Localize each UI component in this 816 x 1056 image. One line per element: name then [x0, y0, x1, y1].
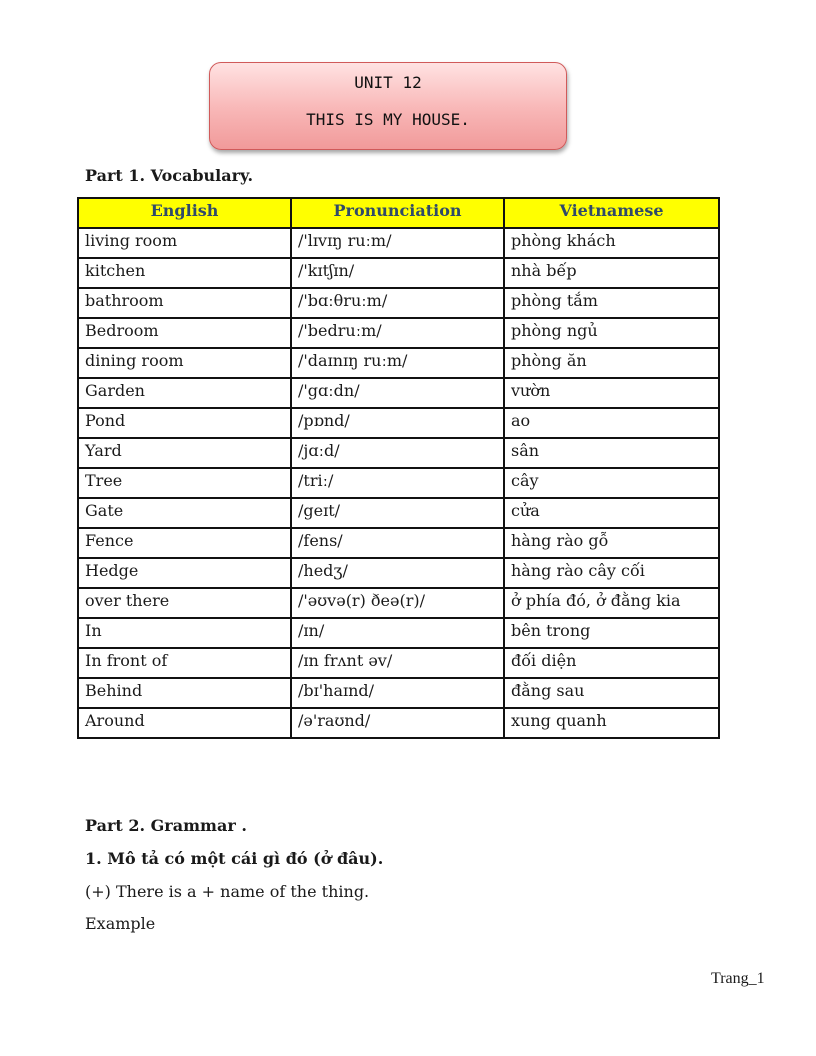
- part2-heading: Part 2. Grammar .: [85, 816, 247, 835]
- vietnamese-cell: cây: [504, 468, 719, 498]
- table-row: [78, 288, 719, 318]
- vietnamese-cell: hàng rào gỗ: [504, 528, 719, 558]
- english-cell: kitchen: [78, 258, 291, 288]
- english-cell: Fence: [78, 528, 291, 558]
- vocabulary-table: [77, 197, 720, 739]
- vietnamese-cell: bên trong: [504, 618, 719, 648]
- vietnamese-cell: nhà bếp: [504, 258, 719, 288]
- grammar-rule: (+) There is a + name of the thing.: [85, 882, 370, 901]
- table-row: [78, 558, 719, 588]
- english-cell: living room: [78, 228, 291, 258]
- table-row: [78, 708, 719, 738]
- pronunciation-cell: /hedʒ/: [291, 558, 504, 588]
- pronunciation-cell: /bɪ'haɪnd/: [291, 678, 504, 708]
- vietnamese-cell: vườn: [504, 378, 719, 408]
- table-row: [78, 378, 719, 408]
- english-cell: bathroom: [78, 288, 291, 318]
- english-cell: In: [78, 618, 291, 648]
- english-cell: Around: [78, 708, 291, 738]
- english-cell: Hedge: [78, 558, 291, 588]
- table-row: [78, 498, 719, 528]
- vietnamese-cell: phòng ăn: [504, 348, 719, 378]
- table-body: [78, 228, 719, 738]
- vietnamese-cell: phòng tắm: [504, 288, 719, 318]
- vietnamese-cell: hàng rào cây cối: [504, 558, 719, 588]
- part1-heading: Part 1. Vocabulary.: [85, 166, 254, 185]
- example-label: Example: [85, 914, 156, 933]
- unit-number: UNIT 12: [354, 73, 422, 92]
- pronunciation-cell: /fens/: [291, 528, 504, 558]
- table-row: [78, 258, 719, 288]
- english-cell: Bedroom: [78, 318, 291, 348]
- english-cell: Garden: [78, 378, 291, 408]
- table-row: [78, 528, 719, 558]
- table-row: [78, 468, 719, 498]
- english-cell: Behind: [78, 678, 291, 708]
- pronunciation-cell: /ə'raʊnd/: [291, 708, 504, 738]
- vietnamese-cell: đối diện: [504, 648, 719, 678]
- english-cell: Pond: [78, 408, 291, 438]
- vietnamese-cell: sân: [504, 438, 719, 468]
- unit-title-box: [209, 62, 567, 150]
- vietnamese-cell: phòng khách: [504, 228, 719, 258]
- table-row: [78, 588, 719, 618]
- pronunciation-cell: /'kɪtʃɪn/: [291, 258, 504, 288]
- english-cell: over there: [78, 588, 291, 618]
- section1-heading: 1. Mô tả có một cái gì đó (ở đâu).: [85, 849, 384, 868]
- unit-title: THIS IS MY HOUSE.: [306, 110, 470, 129]
- pronunciation-cell: /'daɪnɪŋ ruːm/: [291, 348, 504, 378]
- pronunciation-cell: /'bɑːθruːm/: [291, 288, 504, 318]
- table-row: [78, 408, 719, 438]
- vietnamese-cell: đằng sau: [504, 678, 719, 708]
- english-cell: In front of: [78, 648, 291, 678]
- pronunciation-cell: /geɪt/: [291, 498, 504, 528]
- english-cell: Gate: [78, 498, 291, 528]
- table-row: [78, 648, 719, 678]
- table-header-row: [78, 198, 719, 228]
- pronunciation-cell: /'əʊvə(r) ðeə(r)/: [291, 588, 504, 618]
- pronunciation-cell: /ɪn/: [291, 618, 504, 648]
- table-row: [78, 348, 719, 378]
- english-cell: Yard: [78, 438, 291, 468]
- table-row: [78, 228, 719, 258]
- column-header-english: English: [78, 198, 291, 228]
- vietnamese-cell: cửa: [504, 498, 719, 528]
- column-header-pronunciation: Pronunciation: [291, 198, 504, 228]
- vietnamese-cell: ở phía đó, ở đằng kia: [504, 588, 719, 618]
- pronunciation-cell: /jɑːd/: [291, 438, 504, 468]
- table-row: [78, 318, 719, 348]
- vietnamese-cell: ao: [504, 408, 719, 438]
- page-number: Trang_1: [711, 970, 765, 987]
- pronunciation-cell: /pɒnd/: [291, 408, 504, 438]
- table-row: [78, 438, 719, 468]
- pronunciation-cell: /triː/: [291, 468, 504, 498]
- pronunciation-cell: /'gɑːdn/: [291, 378, 504, 408]
- vietnamese-cell: phòng ngủ: [504, 318, 719, 348]
- table-row: [78, 618, 719, 648]
- english-cell: Tree: [78, 468, 291, 498]
- vietnamese-cell: xung quanh: [504, 708, 719, 738]
- pronunciation-cell: /'lɪvɪŋ ruːm/: [291, 228, 504, 258]
- english-cell: dining room: [78, 348, 291, 378]
- column-header-vietnamese: Vietnamese: [504, 198, 719, 228]
- table-row: [78, 678, 719, 708]
- pronunciation-cell: /ɪn frʌnt əv/: [291, 648, 504, 678]
- pronunciation-cell: /'bedruːm/: [291, 318, 504, 348]
